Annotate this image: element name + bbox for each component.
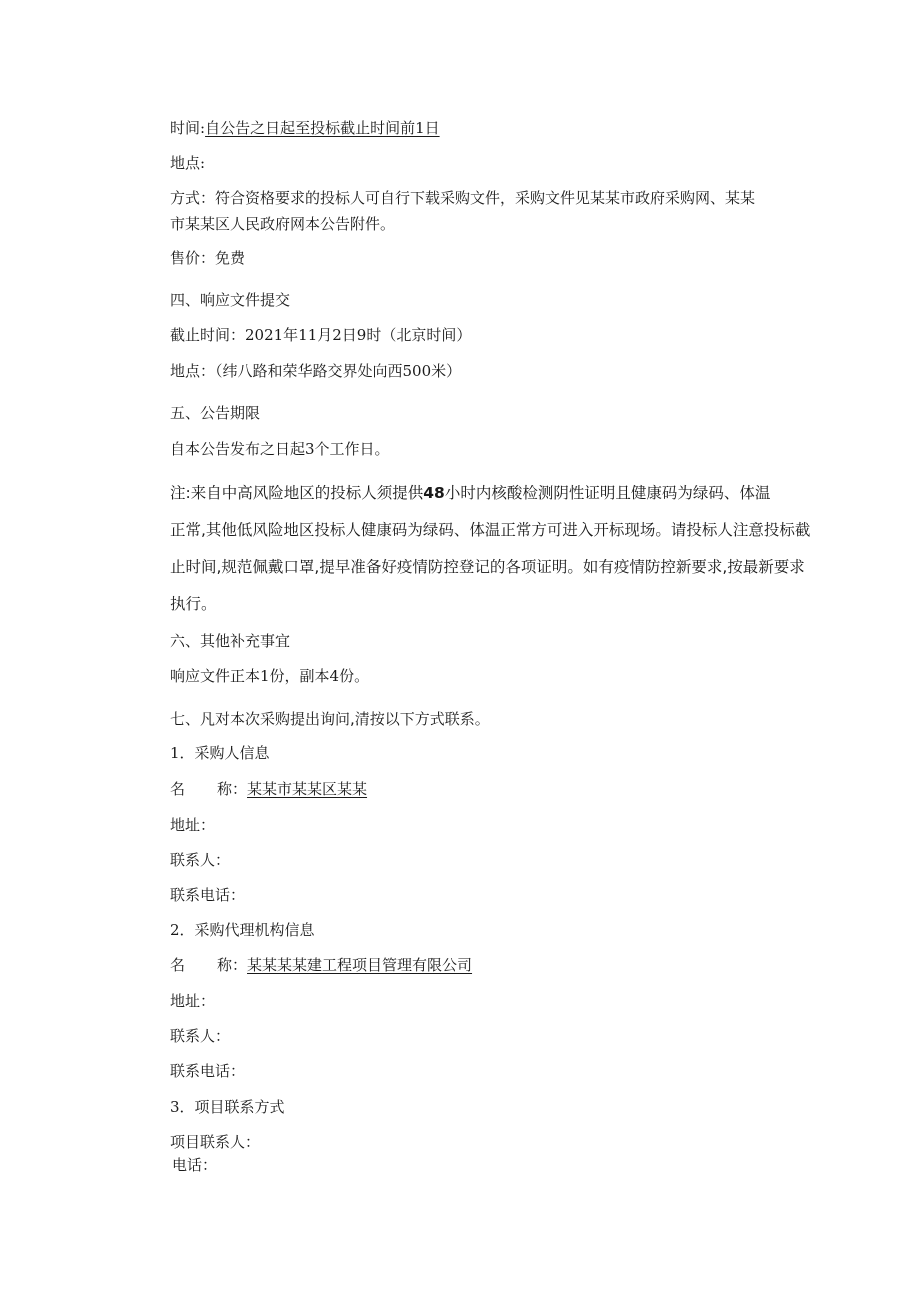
submission-place-line: 地点：（纬八路和荣华路交界处向西500米） [170,362,462,380]
section-6-heading: 六、其他补充事宜 [170,632,291,650]
purchaser-contact-line: 联系人： [170,851,231,869]
notice-line-4: 执行。 [170,595,217,613]
sale-time-value: 自公告之日起至投标截止时间前1日 [205,119,440,137]
sale-time-label: 时间: [170,119,206,137]
notice-line-1-post: 小时内核酸检测阴性证明且健康码为绿码、体温 [444,484,771,502]
agency-phone-line: 联系电话： [170,1062,246,1080]
project-contact-title: 3．项目联系方式 [170,1098,285,1116]
sale-time-line [170,118,440,138]
purchaser-phone-line: 联系电话： [170,886,246,904]
notice-line-1-pre: 注:来自中高风险地区的投标人须提供 [170,484,424,502]
purchaser-name-label-a: 名 [170,780,186,798]
project-phone-line: 电话： [172,1156,218,1174]
deadline-line: 截止时间：2021年11月2日9时（北京时间） [170,326,472,344]
agency-name-label-b: 称： [217,956,248,974]
agency-name-line [170,955,472,975]
agency-name-label-a: 名 [170,956,186,974]
announcement-period-line: 自本公告发布之日起3个工作日。 [170,440,390,458]
agency-address-line: 地址： [170,992,216,1010]
copies-line: 响应文件正本1份，副本4份。 [170,667,370,685]
purchaser-name-label-b: 称： [217,780,248,798]
project-contact-person-line: 项目联系人： [170,1133,261,1151]
purchaser-info-title: 1．采购人信息 [170,744,270,762]
notice-line-1 [170,475,780,512]
notice-line-3: 止时间,规范佩戴口罩,提早准备好疫情防控登记的各项证明。如有疫情防控新要求,按最新要求 [170,558,805,576]
section-7-heading: 七、凡对本次采购提出询问,清按以下方式联系。 [170,710,490,728]
section-4-heading: 四、响应文件提交 [170,291,291,309]
notice-hours-value: 48 [423,484,445,502]
purchaser-name-line [170,779,367,799]
sale-method-line-2: 市某某区人民政府网本公告附件。 [170,215,396,233]
sale-place-line: 地点: [170,154,206,172]
agency-contact-line: 联系人： [170,1027,231,1045]
agency-info-title: 2．采购代理机构信息 [170,921,315,939]
agency-name-value: 某某某某建工程项目管理有限公司 [247,956,473,974]
sale-price-line: 售价：免费 [170,249,246,267]
purchaser-name-value: 某某市某某区某某 [247,780,368,798]
sale-method-line-1: 方式：符合资格要求的投标人可自行下载采购文件，采购文件见某某市政府采购网、某某 [170,189,756,207]
notice-line-2: 正常,其他低风险地区投标人健康码为绿码、体温正常方可进入开标现场。请投标人注意投标截 [170,521,811,539]
purchaser-address-line: 地址： [170,816,216,834]
section-5-heading: 五、公告期限 [170,404,261,422]
